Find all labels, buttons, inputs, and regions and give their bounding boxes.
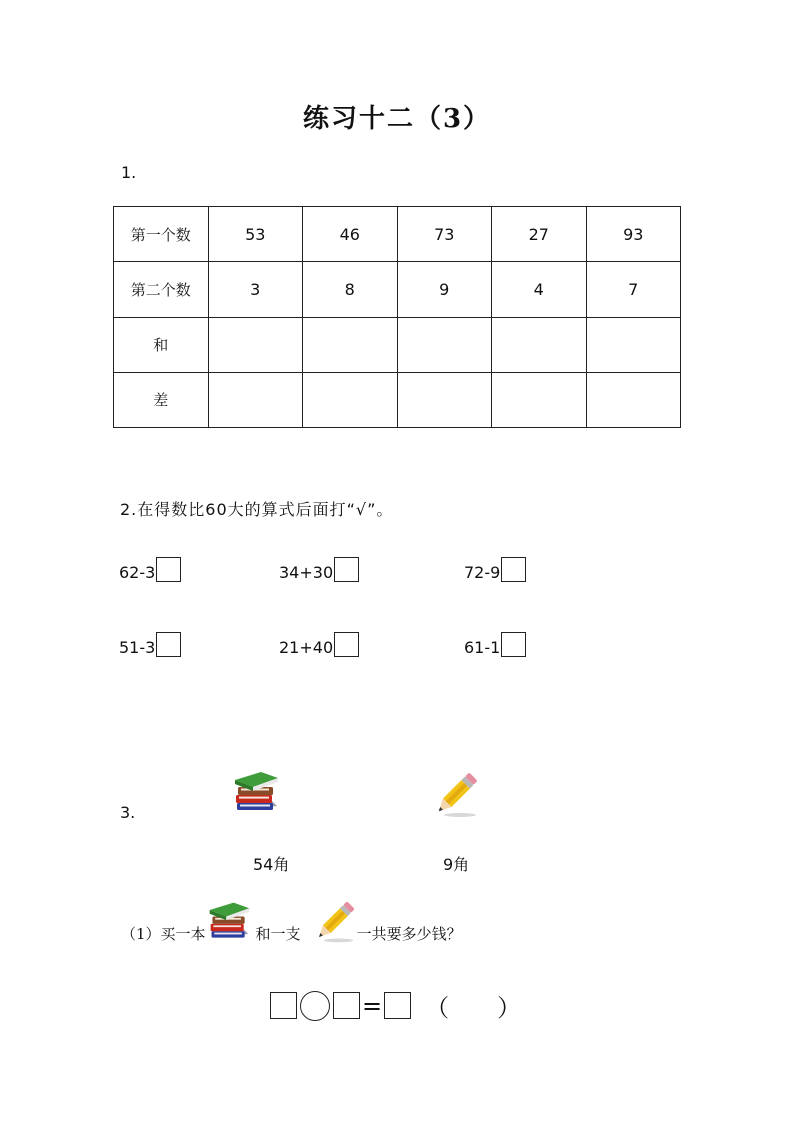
check-box[interactable]: [334, 557, 359, 582]
table-row: [114, 317, 681, 372]
unit-parentheses[interactable]: （ ）: [425, 994, 522, 1022]
q3-subquestion-1: [121, 898, 462, 950]
difference-answer-cell[interactable]: [303, 372, 398, 427]
books-price: 54角: [253, 855, 290, 874]
table-row: [114, 372, 681, 427]
expression-item: [279, 557, 359, 582]
result-box[interactable]: [384, 992, 411, 1019]
difference-answer-cell[interactable]: [586, 372, 681, 427]
table-cell: 27: [492, 207, 587, 262]
expression-item: [464, 557, 526, 582]
page-title: 练习十二（3）: [302, 104, 492, 134]
equals-sign: =: [362, 991, 383, 1020]
difference-answer-cell[interactable]: [397, 372, 492, 427]
row-label: 和: [114, 317, 209, 372]
sum-answer-cell[interactable]: [208, 317, 303, 372]
pencil-icon: [311, 898, 357, 950]
expression-text: 34+30: [279, 563, 334, 582]
books-icon: [231, 768, 281, 822]
expression-text: 62-3: [119, 563, 156, 582]
table-cell: 7: [586, 262, 681, 317]
table-row: [114, 207, 681, 262]
expression-text: 61-1: [464, 638, 501, 657]
subquestion-prefix: （1）买一本: [121, 925, 206, 943]
expression-item: [119, 557, 181, 582]
difference-answer-cell[interactable]: [492, 372, 587, 427]
books-icon: [206, 898, 252, 950]
answer-box[interactable]: [333, 992, 360, 1019]
sum-answer-cell[interactable]: [303, 317, 398, 372]
subquestion-middle: 和一支: [255, 925, 301, 943]
pencil-icon: [430, 771, 480, 823]
table-cell: 4: [492, 262, 587, 317]
check-box[interactable]: [501, 632, 526, 657]
answer-template: [270, 988, 521, 1023]
check-box[interactable]: [501, 557, 526, 582]
expression-item: [464, 632, 526, 657]
sum-answer-cell[interactable]: [492, 317, 587, 372]
table-cell: 53: [208, 207, 303, 262]
table-cell: 3: [208, 262, 303, 317]
pencil-price: 9角: [443, 855, 470, 874]
operator-circle[interactable]: [300, 991, 330, 1021]
expression-text: 21+40: [279, 638, 334, 657]
check-box[interactable]: [334, 632, 359, 657]
expression-text: 51-3: [119, 638, 156, 657]
row-label: 第二个数: [114, 262, 209, 317]
check-box[interactable]: [156, 557, 181, 582]
row-label: 第一个数: [114, 207, 209, 262]
q2-instruction: 2.在得数比60大的算式后面打“√”。: [120, 500, 394, 519]
table-cell: 73: [397, 207, 492, 262]
table-row: [114, 262, 681, 317]
q3-number: 3.: [120, 803, 136, 822]
row-label: 差: [114, 372, 209, 427]
subquestion-suffix: 一共要多少钱？: [356, 925, 462, 943]
table-cell: 46: [303, 207, 398, 262]
expression-item: [279, 632, 359, 657]
check-box[interactable]: [156, 632, 181, 657]
sum-answer-cell[interactable]: [397, 317, 492, 372]
sum-answer-cell[interactable]: [586, 317, 681, 372]
table-cell: 9: [397, 262, 492, 317]
answer-box[interactable]: [270, 992, 297, 1019]
q1-number: 1.: [121, 163, 137, 182]
table-cell: 8: [303, 262, 398, 317]
expression-text: 72-9: [464, 563, 501, 582]
table-cell: 93: [586, 207, 681, 262]
expression-item: [119, 632, 181, 657]
q1-table: [113, 206, 681, 428]
difference-answer-cell[interactable]: [208, 372, 303, 427]
